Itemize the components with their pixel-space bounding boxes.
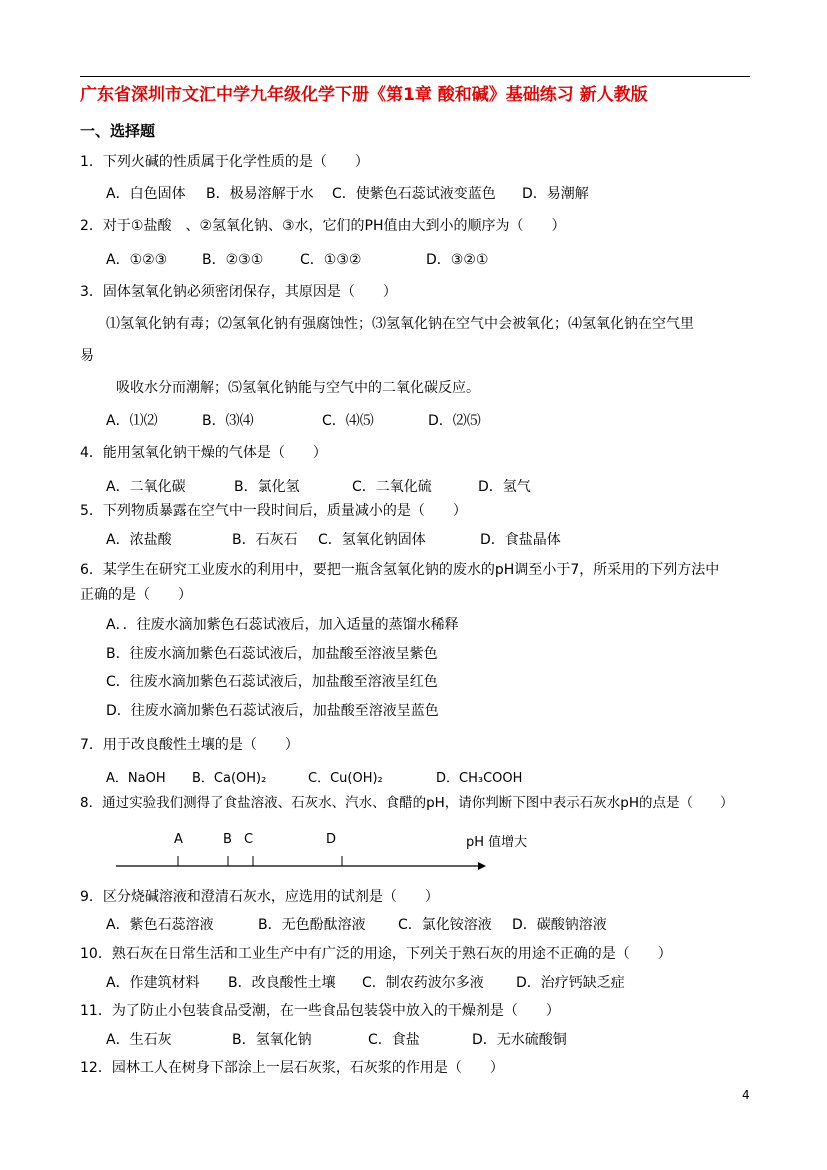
- question-1-options: [106, 184, 589, 204]
- option-d: D．碳酸钠溶液: [512, 917, 607, 933]
- option-c: C．①③②: [300, 252, 362, 268]
- question-1-stem: 1．下列火碱的性质属于化学性质的是（ ）: [80, 154, 369, 170]
- option-d: D．食盐晶体: [480, 532, 561, 548]
- option-d: D．治疗钙缺乏症: [516, 975, 625, 991]
- question-5-options: [106, 530, 561, 550]
- question-2-options: [106, 250, 488, 270]
- point-label-c: C: [244, 832, 254, 847]
- option-a: A．浓盐酸: [106, 532, 172, 548]
- option-d: D．CH₃COOH: [436, 771, 523, 786]
- question-6-stem-wrap: 正确的是（ ）: [80, 587, 192, 603]
- option-c: C．氢氧化钠固体: [318, 532, 426, 548]
- document-title: 广东省深圳市文汇中学九年级化学下册《第1章 酸和碱》基础练习 新人教版: [80, 85, 648, 105]
- question-10-stem: 10．熟石灰在日常生活和工业生产中有广泛的用途，下列关于熟石灰的用途不正确的是（ ）: [80, 946, 672, 962]
- question-6-stem: 6．某学生在研究工业废水的利用中，要把一瓶含氢氧化钠的废水的pH调至小于7，所采用的下列方法中: [80, 562, 720, 578]
- question-7-options: [106, 769, 522, 789]
- axis-arrow-icon: [478, 862, 486, 870]
- option-b: B．氯化氢: [234, 479, 300, 495]
- question-6-option-b: B．往废水滴加紫色石蕊试液后，加盐酸至溶液呈紫色: [106, 646, 438, 662]
- option-d: D．⑵⑸: [428, 413, 481, 429]
- option-b: B．②③①: [202, 252, 264, 268]
- question-3-stem: 3．固体氢氧化钠必须密闭保存，其原因是（ ）: [80, 284, 397, 300]
- option-c: C．食盐: [368, 1032, 420, 1048]
- question-3-line-1-wrap: 易: [80, 348, 94, 364]
- option-a: A．⑴⑵: [106, 413, 158, 429]
- option-b: B．无色酚酞溶液: [258, 917, 366, 933]
- option-c: C．使紫色石蕊试液变蓝色: [332, 186, 496, 202]
- axis-caption: pH 值增大: [466, 835, 528, 850]
- question-9-options: [106, 915, 607, 935]
- option-a: A．NaOH: [106, 771, 166, 786]
- option-a: A．紫色石蕊溶液: [106, 917, 214, 933]
- option-b: B．改良酸性土壤: [228, 975, 336, 991]
- option-a: A．白色固体: [106, 186, 186, 202]
- question-3-options: [106, 411, 481, 431]
- question-7-stem: 7．用于改良酸性土壤的是（ ）: [80, 737, 299, 753]
- question-10-options: [106, 973, 625, 993]
- question-8-stem: 8．通过实验我们测得了食盐溶液、石灰水、汽水、食醋的pH，请你判断下图中表示石灰水pH的点是（ ）: [80, 795, 734, 811]
- question-11-stem: 11．为了防止小包装食品受潮，在一些食品包装袋中放入的干燥剂是（ ）: [80, 1003, 560, 1019]
- option-b: B．氢氧化钠: [232, 1032, 312, 1048]
- question-3-line-2: 吸收水分而潮解；⑸氢氧化钠能与空气中的二氧化碳反应。: [116, 380, 480, 396]
- question-11-options: [106, 1030, 567, 1050]
- question-2-stem: 2．对于①盐酸 、②氢氧化钠、③水，它们的PH值由大到小的顺序为（ ）: [80, 218, 566, 234]
- question-6-option-c: C．往废水滴加紫色石蕊试液后，加盐酸至溶液呈红色: [106, 674, 438, 690]
- option-d: D．③②①: [426, 252, 489, 268]
- option-b: B．Ca(OH)₂: [192, 771, 267, 786]
- point-label-d: D: [326, 832, 337, 847]
- question-6-option-d: D．往废水滴加紫色石蕊试液后，加盐酸至溶液呈蓝色: [106, 703, 439, 719]
- question-5-stem: 5．下列物质暴露在空气中一段时间后，质量减小的是（ ）: [80, 503, 467, 519]
- question-6-option-a: A．．往废水滴加紫色石蕊试液后，加入适量的蒸馏水稀释: [106, 617, 459, 633]
- option-a: A．①②③: [106, 252, 168, 268]
- ph-number-line: [110, 848, 490, 878]
- page-number: 4: [742, 1088, 750, 1102]
- option-a: A．二氧化碳: [106, 479, 186, 495]
- option-c: C．Cu(OH)₂: [308, 771, 383, 786]
- option-d: D．易潮解: [522, 186, 589, 202]
- question-4-stem: 4．能用氢氧化钠干燥的气体是（ ）: [80, 445, 327, 461]
- option-c: C．制农药波尔多液: [362, 975, 484, 991]
- option-a: A．作建筑材料: [106, 975, 200, 991]
- option-b: B．极易溶解于水: [206, 186, 314, 202]
- option-c: C．二氧化硫: [352, 479, 432, 495]
- question-9-stem: 9．区分烧碱溶液和澄清石灰水，应选用的试剂是（ ）: [80, 889, 439, 905]
- option-d: D．无水硫酸铜: [472, 1032, 567, 1048]
- option-b: B．⑶⑷: [202, 413, 254, 429]
- option-c: C．氯化铵溶液: [398, 917, 492, 933]
- question-12-stem: 12．园林工人在树身下部涂上一层石灰浆，石灰浆的作用是（ ）: [80, 1060, 504, 1076]
- option-b: B．石灰石: [232, 532, 298, 548]
- question-3-line-1: ⑴氢氧化钠有毒；⑵氢氧化钠有强腐蚀性；⑶氢氧化钠在空气中会被氧化；⑷氢氧化钠在空气里: [106, 316, 694, 332]
- section-heading: 一、选择题: [80, 122, 156, 140]
- question-4-options: [106, 477, 531, 497]
- point-label-b: B: [223, 832, 232, 847]
- option-d: D．氢气: [478, 479, 531, 495]
- option-c: C．⑷⑸: [322, 413, 374, 429]
- point-label-a: A: [174, 832, 183, 847]
- option-a: A．生石灰: [106, 1032, 172, 1048]
- header-rule: [80, 76, 750, 77]
